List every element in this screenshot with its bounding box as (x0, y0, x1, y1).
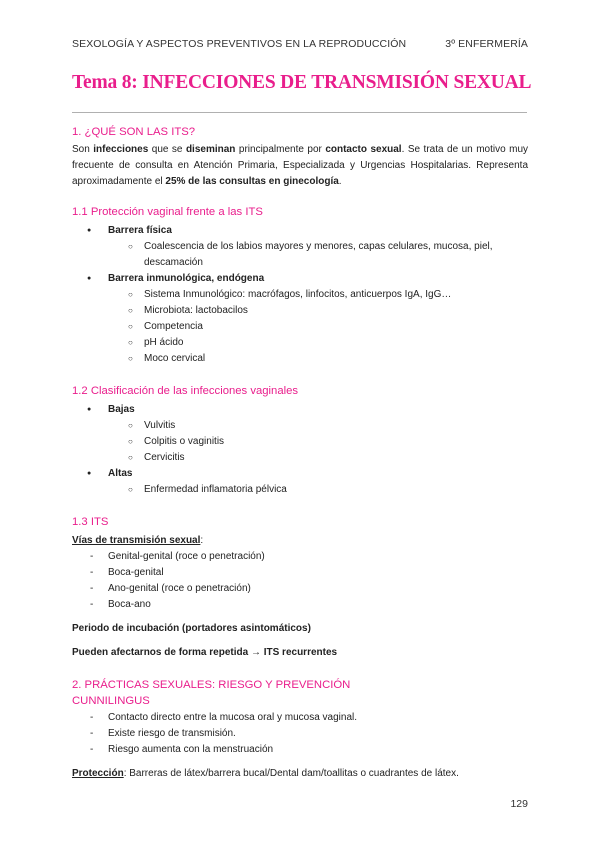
document-body (72, 124, 528, 782)
subsection-heading: CUNNILINGUS (72, 695, 150, 707)
list-item: ○ Vulvitis (72, 418, 528, 434)
list-item: ○ Microbiota: lactobacilos (72, 303, 528, 319)
list-item (72, 271, 528, 287)
list-item: - Boca-genital (72, 565, 528, 581)
text-run: . Se trata de un motivo muy frecuente de consulta en Atención Primaria, Especializada y Urgencias Hospitalarias. Representa aproximadamente el (72, 144, 528, 187)
list-item: ○ Coalescencia de los labios mayores y menores, capas celulares, mucosa, piel, descamación (72, 239, 528, 271)
list-item-label: Barrera física (108, 225, 172, 236)
list-item (72, 402, 528, 418)
page-title: Tema 8: INFECCIONES DE TRANSMISIÓN SEXUAL (72, 72, 532, 93)
underlined-label: Vías de transmisión sexual (72, 535, 201, 546)
incubation-note (72, 621, 528, 637)
subsection-heading: 1.2 Clasificación de las infecciones vaginales (72, 385, 299, 397)
section-its (72, 514, 528, 661)
section-heading: 1. ¿QUÉ SON LAS ITS? (72, 126, 196, 138)
list-item: - Existe riesgo de transmisión. (72, 726, 528, 742)
list-item: - Ano-genital (roce o penetración) (72, 581, 528, 597)
bold-run: Pueden afectarnos de forma repetida → ITS recurrentes (72, 647, 338, 658)
bullet-list (72, 271, 528, 287)
sub-bullet-list (72, 418, 528, 466)
text-run: que se (148, 144, 186, 155)
subsection-heading: 1.1 Protección vaginal frente a las ITS (72, 206, 263, 218)
list-item: - Genital-genital (roce o penetración) (72, 549, 528, 565)
list-item: ○ pH ácido (72, 335, 528, 351)
sub-bullet-list (72, 482, 528, 498)
list-item: ○ Moco cervical (72, 351, 528, 367)
bullet-list (72, 466, 528, 482)
bullet-list (72, 402, 528, 418)
header-course-title: SEXOLOGÍA Y ASPECTOS PREVENTIVOS EN LA REPRODUCCIÓN (72, 38, 407, 50)
list-item-label: Barrera inmunológica, endógena (108, 273, 265, 284)
section-heading: 2. PRÁCTICAS SEXUALES: RIESGO Y PREVENCIÓN (72, 679, 351, 691)
text-run: : (200, 535, 204, 546)
sub-bullet-list (72, 239, 528, 271)
list-item (72, 223, 528, 239)
list-item: - Contacto directo entre la mucosa oral y mucosa vaginal. (72, 710, 528, 726)
bold-run: infecciones (93, 144, 149, 155)
bold-run: 25% de las consultas en ginecología (165, 176, 339, 187)
recurrence-note (72, 645, 528, 661)
text-run: principalmente por (235, 144, 326, 155)
vias-heading (72, 533, 528, 549)
list-item (72, 466, 528, 482)
underlined-label: Protección (72, 768, 124, 779)
list-item: - Boca-ano (72, 597, 528, 613)
sub-bullet-list (72, 287, 528, 367)
protection-note (72, 766, 528, 782)
list-item: ○ Sistema Inmunológico: macrófagos, linfocitos, anticuerpos IgA, IgG… (72, 287, 528, 303)
bold-run: contacto sexual (325, 144, 402, 155)
page-number: 129 (510, 798, 528, 810)
bullet-list (72, 223, 528, 239)
section-que-son-its (72, 124, 528, 190)
bold-run: diseminan (185, 144, 236, 155)
list-item: ○ Enfermedad inflamatoria pélvica (72, 482, 528, 498)
dash-list (72, 710, 528, 758)
list-item: ○ Colpitis o vaginitis (72, 434, 528, 450)
list-item-label: Bajas (108, 404, 135, 415)
text-run: . (338, 176, 342, 187)
text-run: : Barreras de látex/barrera bucal/Dental dam/toallitas o cuadrantes de látex. (123, 768, 459, 779)
section-practicas-sexuales (72, 677, 528, 782)
list-item-label: Altas (108, 468, 133, 479)
section-intro-paragraph (72, 142, 528, 190)
section-proteccion-vaginal (72, 204, 528, 367)
subsection-heading: 1.3 ITS (72, 516, 109, 528)
header-course-year: 3º ENFERMERÍA (445, 38, 528, 50)
title-divider (72, 112, 527, 113)
list-item: ○ Competencia (72, 319, 528, 335)
bold-run: Periodo de incubación (portadores asintomáticos) (72, 623, 311, 634)
section-clasificacion (72, 383, 528, 498)
list-item: - Riesgo aumenta con la menstruación (72, 742, 528, 758)
list-item: ○ Cervicitis (72, 450, 528, 466)
dash-list (72, 549, 528, 613)
text-run: Son (72, 144, 94, 155)
